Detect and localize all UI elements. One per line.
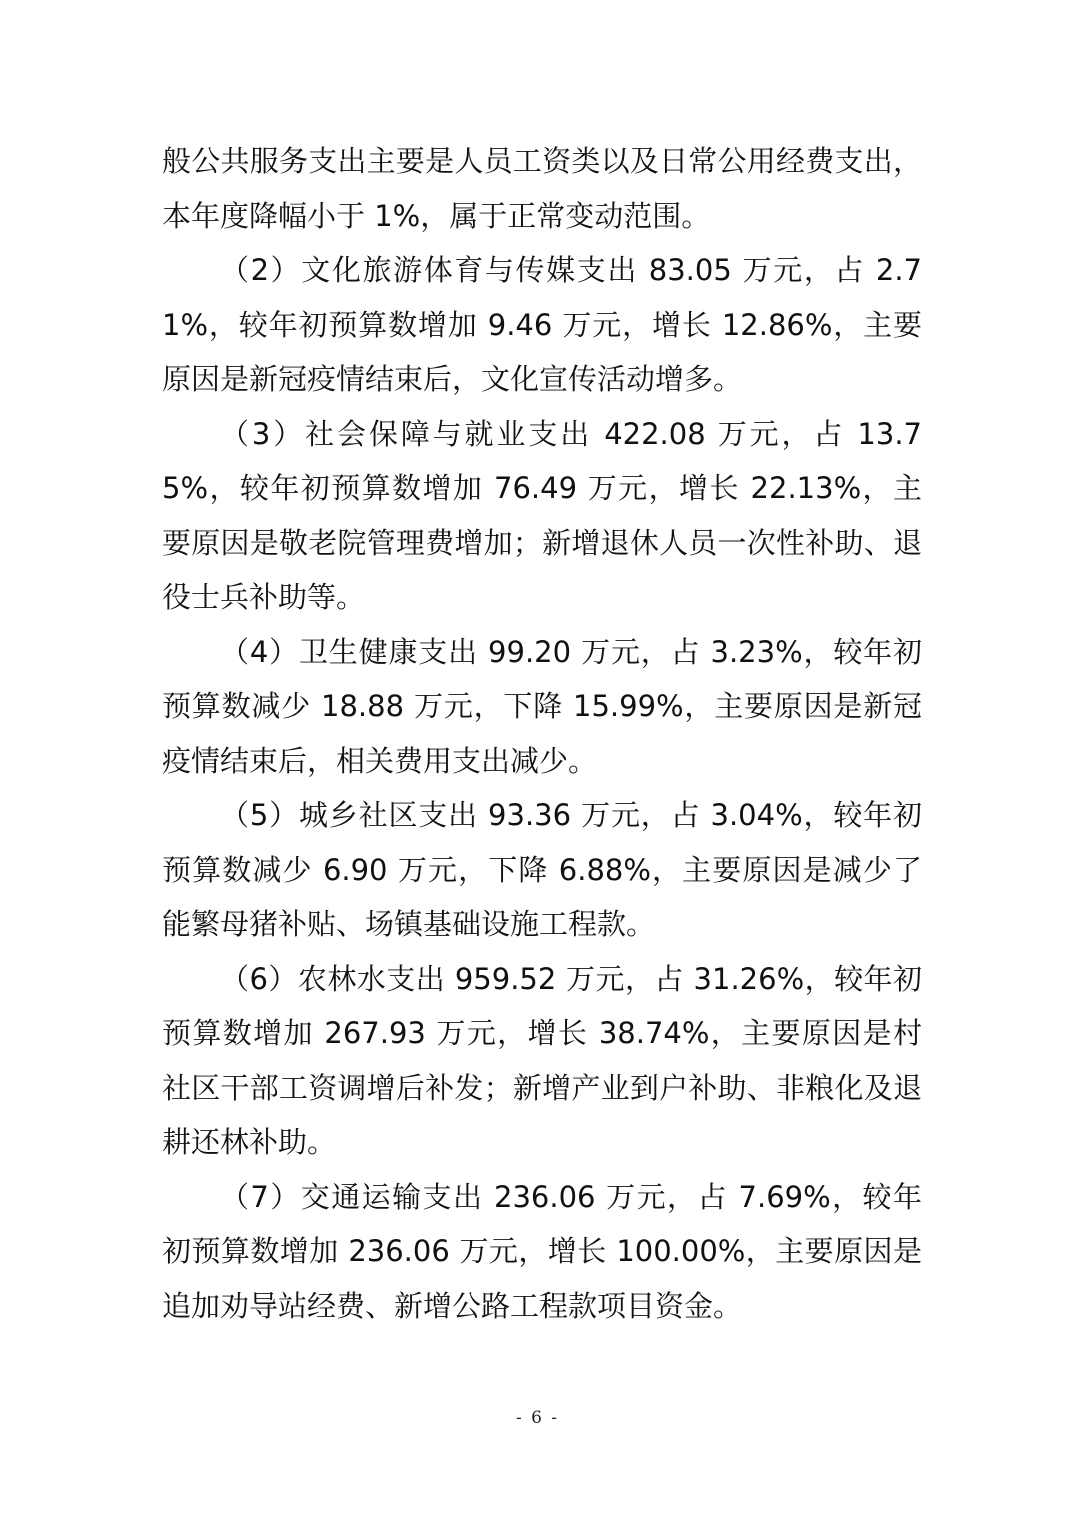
document-body xyxy=(162,134,922,1333)
paragraph-item-7: （7）交通运输支出 236.06 万元，占 7.69%，较年初预算数增加 236.06 万元，增长 100.00%，主要原因是追加劝导站经费、新增公路工程款项目资金。 xyxy=(162,1179,922,1323)
paragraph-item-4: （4）卫生健康支出 99.20 万元，占 3.23%，较年初预算数减少 18.88 万元，下降 15.99%，主要原因是新冠疫情结束后，相关费用支出减少。 xyxy=(162,634,922,778)
paragraph-item-2: （2）文化旅游体育与传媒支出 83.05 万元，占 2.71%，较年初预算数增加 9.46 万元，增长 12.86%，主要原因是新冠疫情结束后，文化宣传活动增多。 xyxy=(162,253,922,396)
page-number: - 6 - xyxy=(515,1408,560,1428)
paragraph-item-5: （5）城乡社区支出 93.36 万元，占 3.04%，较年初预算数减少 6.90 万元，下降 6.88%，主要原因是减少了能繁母猪补贴、场镇基础设施工程款。 xyxy=(162,798,922,941)
paragraph-continuation: 般公共服务支出主要是人员工资类以及日常公用经费支出，本年度降幅小于 1%，属于正常变动范围。 xyxy=(162,144,922,233)
paragraph-item-6: （6）农林水支出 959.52 万元，占 31.26%，较年初预算数增加 267.93 万元，增长 38.74%，主要原因是村社区干部工资调增后补发；新增产业到户补助、非粮化及退耕还林补助。 xyxy=(162,961,922,1159)
paragraph-item-3: （3）社会保障与就业支出 422.08 万元，占 13.75%，较年初预算数增加 76.49 万元，增长 22.13%，主要原因是敬老院管理费增加；新增退休人员一次性补助、退役士兵补助等。 xyxy=(162,416,922,614)
